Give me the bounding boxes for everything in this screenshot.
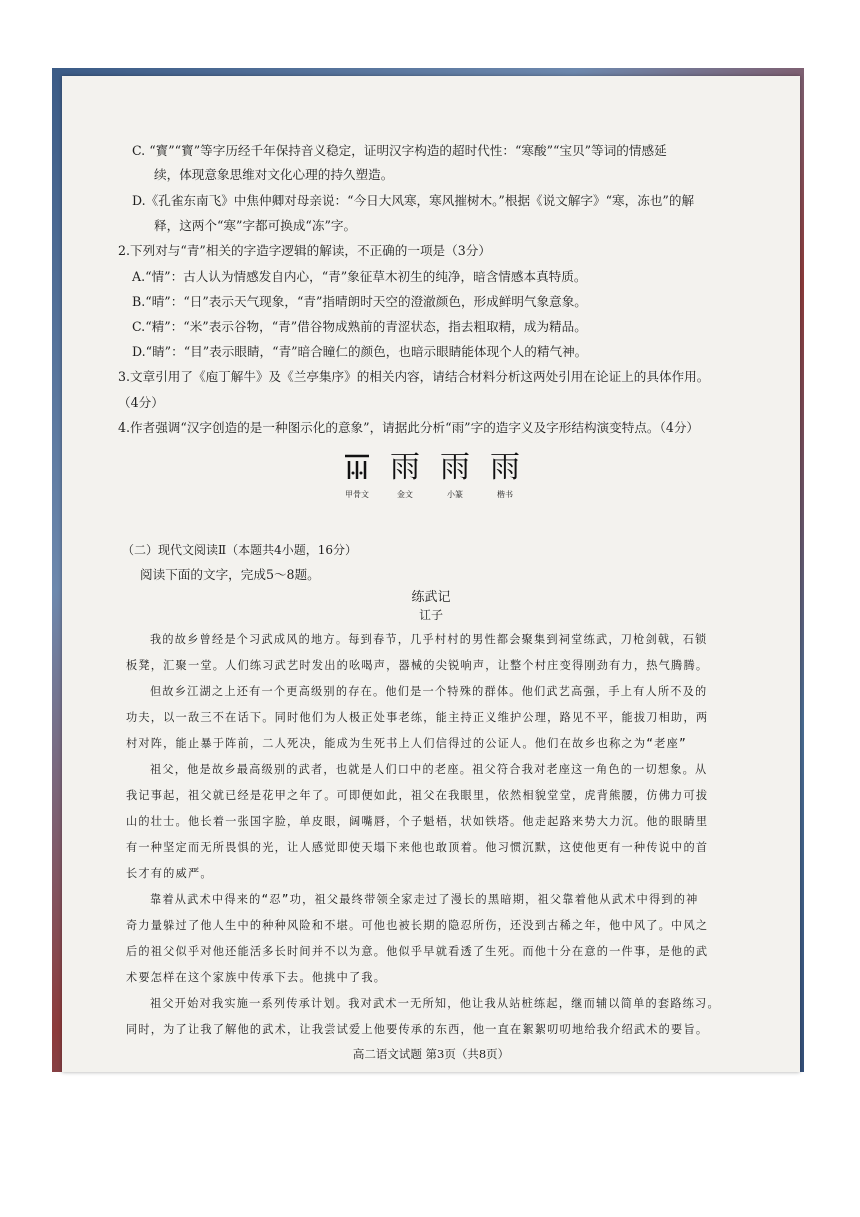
story-line: 我记事起，祖父就已经是花甲之年了。可即便如此，祖父在我眼里，依然相貌堂堂，虎背熊腰，仿佛力可拔 [126, 789, 709, 802]
question-2-option-a: A.“情”：古人认为情感发自内心，“青”象征草木初生的纯净，暗含情感本真特质。 [132, 269, 587, 284]
question-2-option-d: D.“睛”：“目”表示眼睛，“青”暗合瞳仁的颜色，也暗示眼睛能体现个人的精气神。 [132, 344, 588, 359]
story-line: 山的壮士。他长着一张国字脸，单皮眼，阔嘴唇，个子魁梧，状如铁塔。他走起路来势大力沉。他的眼睛里 [126, 815, 709, 828]
option-c-line2: 续，体现意象思维对文化心理的持久塑造。 [154, 167, 394, 182]
story-line: 长才有的威严。 [126, 867, 213, 880]
story-line: 祖父，他是故乡最高级别的武者，也就是人们口中的老座。祖父符合我对老座这一角色的一切想象。从 [150, 763, 708, 776]
story-line: 术要怎样在这个家族中传承下去。他挑中了我。 [126, 971, 387, 984]
question-2-option-b: B.“晴”：“日”表示天气现象，“青”指晴朗时天空的澄澈颜色，形成鲜明气象意象。 [132, 294, 587, 309]
story-line: 板凳，汇聚一堂。人们练习武艺时发出的吆喝声，器械的尖锐响声，让整个村庄变得刚劲有力，热气腾腾。 [126, 659, 709, 672]
seal-rain-glyph: 雨 [440, 450, 470, 485]
regular-rain-glyph: 雨 [490, 450, 520, 485]
glyph-label-bronze: 金文 [397, 490, 413, 499]
question-3-line1: 3.文章引用了《庖丁解牛》及《兰亭集序》的相关内容，请结合材料分析这两处引用在论证上的具体作用。 [118, 369, 710, 384]
story-line: 同时，为了让我了解他的武术，让我尝试爱上他要传承的东西，他一直在絮絮叨叨地给我介绍武术的要旨。 [126, 1023, 709, 1036]
section-heading: （二）现代文阅读Ⅱ（本题共4小题，16分） [122, 543, 358, 557]
exam-page [62, 76, 800, 1072]
option-c-line1: C. “寳”“寳”等字历经千年保持音义稳定，证明汉字构造的超时代性：“寒酸”“宝贝”等词的情感延 [132, 143, 667, 158]
question-3-line2: （4分） [118, 395, 164, 410]
glyph-label-oracle: 甲骨文 [345, 490, 369, 499]
story-line: 但故乡江湖之上还有一个更高级别的存在。他们是一个特殊的群体。他们武艺高强，手上有人所不及的 [150, 685, 708, 698]
story-line: 祖父开始对我实施一系列传承计划。我对武术一无所知，他让我从站桩练起，继而辅以简单的套路练习。 [150, 997, 720, 1010]
question-4: 4.作者强调“汉字创造的是一种图示化的意象”，请据此分析“雨”字的造字义及字形结构演变特点。（4分） [118, 420, 700, 435]
story-line: 有一种坚定而无所畏惧的光，让人感觉即使天塌下来他也敢顶着。他习惯沉默，这使他更有一种传说中的首 [126, 841, 709, 854]
story-line: 功夫，以一敌三不在话下。同时他们为人极正处事老练，能主持正义维护公理，路见不平，能拔刀相助，两 [126, 711, 709, 724]
option-d-line1: D.《孔雀东南飞》中焦仲卿对母亲说：“今日大风寒，寒风摧树木。”根据《说文解字》“寒，冻也”的解 [132, 193, 695, 208]
rain-character-evolution [337, 451, 537, 511]
story-line: 村对阵，能止暴于阵前，二人死决，能成为生死书上人们信得过的公证人。他们在故乡也称之为“老座” [126, 737, 687, 750]
story-line: 后的祖父似乎对他还能活多长时间并不以为意。他似乎早就看透了生死。而他十分在意的一件事，是他的武 [126, 945, 709, 958]
page-footer: 高二语文试题 第3页（共8页） [352, 1047, 510, 1061]
story-author: 讧子 [418, 608, 443, 622]
story-line: 靠着从武术中得来的“忍”功，祖父最终带领全家走过了漫长的黑暗期，祖父靠着他从武术中得到的神 [150, 893, 699, 906]
bronze-rain-glyph: 雨 [390, 450, 420, 485]
question-2-option-c: C.“精”：“米”表示谷物，“青”借谷物成熟前的青涩状态，指去粗取精，成为精品。 [132, 319, 587, 334]
option-d-line2: 释，这两个“寒”字都可换成“冻”字。 [154, 218, 357, 233]
glyph-label-regular: 楷书 [497, 490, 513, 499]
oracle-bone-rain-glyph [337, 451, 377, 491]
story-line: 奇力量躲过了他人生中的种种风险和不堪。可他也被长期的隐忍所伤，还没到古稀之年，他中风了。中风之 [126, 919, 709, 932]
story-title: 练武记 [411, 590, 451, 605]
section-instruction: 阅读下面的文字，完成5～8题。 [140, 567, 320, 582]
glyph-label-seal: 小篆 [447, 490, 463, 499]
story-line: 我的故乡曾经是个习武成风的地方。每到春节，几乎村村的男性都会聚集到祠堂练武，刀枪剑戟，石锁 [150, 633, 708, 646]
question-2: 2.下列对与“青”相关的字造字逻辑的解读，不正确的一项是（3分） [118, 243, 491, 258]
